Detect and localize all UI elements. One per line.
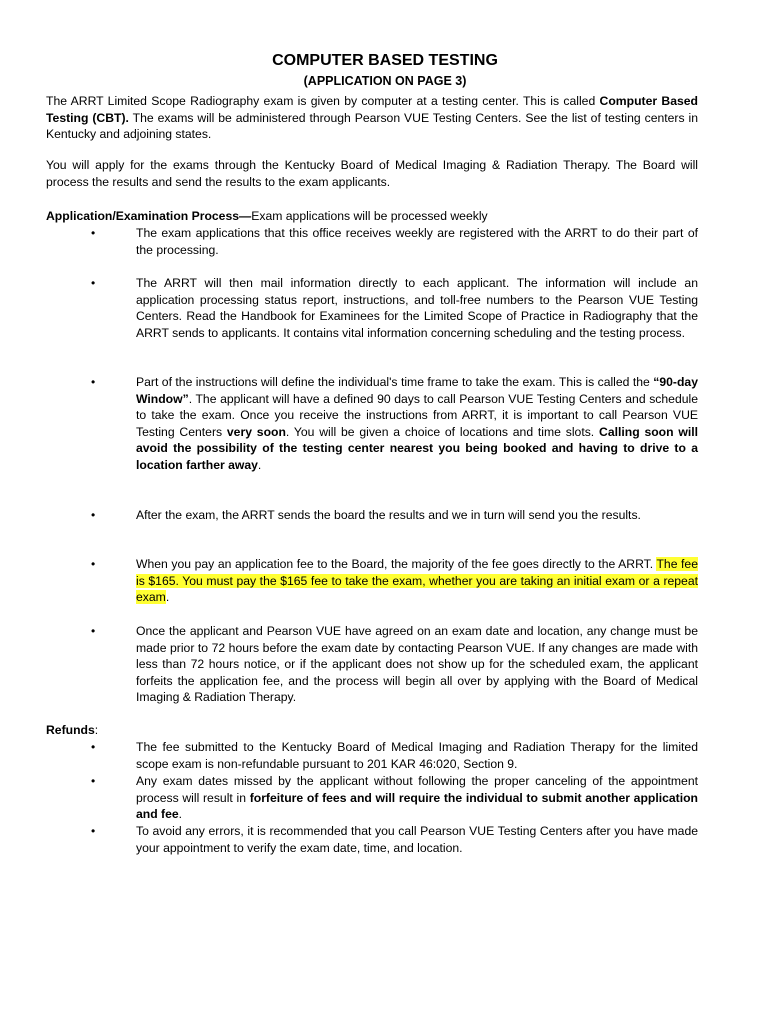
refunds-colon: :: [94, 723, 99, 737]
emphasis: very soon: [226, 424, 286, 439]
refund-bullet-3: To avoid any errors, it is recommended that you call Pearson VUE Testing Centers after you have made your appointment to verify the exam date, time, and location.: [136, 824, 698, 855]
text: When you pay an application fee to the Board, the majority of the fee goes directly to the ARRT.: [136, 557, 657, 571]
process-bullet-5: [136, 556, 698, 606]
highlighted-fee-text: The fee is $165. You must pay the $165 fee to take the exam, whether you are taking an initial exam or a repeat exam: [136, 557, 698, 605]
text: . You will be given a choice of locations and time slots.: [285, 424, 600, 439]
intro-text: The ARRT Limited Scope Radiography exam is given by computer at a testing center. This is called: [46, 94, 600, 108]
process-heading-text: Exam applications will be processed weekly: [251, 209, 488, 223]
forfeiture-warning: forfeiture of fees and will require the individual to submit another application and fee: [136, 790, 698, 822]
cbt-term: Computer Based Testing (CBT).: [46, 94, 698, 125]
page-title: COMPUTER BASED TESTING: [272, 52, 498, 69]
intro-paragraph-1: [46, 93, 698, 143]
text: .: [257, 457, 262, 472]
text: . The applicant will have a defined 90 days to call Pearson VUE Testing Centers and schedule to take the exam. Once you receive the instructions from ARRT, it is important to call Pearson VUE Testing Centers: [136, 391, 698, 439]
refund-bullet-1: The fee submitted to the Kentucky Board of Medical Imaging and Radiation Therapy for the limited scope exam is non-refundable pursuant to 201 KAR 46:020, Section 9.: [136, 740, 698, 771]
bullet-icon: •: [91, 624, 96, 638]
warning-text: Calling soon will avoid the possibility of the testing center nearest you being booked and having to drive to a location farther away: [136, 424, 699, 472]
process-heading: [46, 208, 698, 225]
process-bullet-2: The ARRT will then mail information directly to each applicant. The information will include an application processing status report, instructions, and toll-free numbers to the Pearson VUE Testing Centers. Read the Handbook for Examinees for the Limited Scope of Practice in Radiography that the ARRT sends to applicants. It contains vital information concerning scheduling and the testing process.: [136, 276, 698, 340]
bullet-icon: •: [91, 375, 96, 389]
process-bullet-4: After the exam, the ARRT sends the board the results and we in turn will send you the results.: [136, 508, 641, 522]
refund-bullet-2: [136, 773, 698, 823]
page-subtitle: (APPLICATION ON PAGE 3): [303, 74, 467, 88]
refunds-heading: [46, 722, 698, 739]
process-heading-bold: Application/Examination Process—: [46, 209, 252, 223]
refunds-heading-bold: Refunds: [46, 723, 95, 737]
text: .: [165, 590, 170, 605]
intro-paragraph-2: You will apply for the exams through the Kentucky Board of Medical Imaging & Radiation Therapy. The Board will process the results and send the results to the exam applicants.: [46, 158, 698, 189]
bullet-icon: •: [91, 774, 96, 788]
process-bullet-3: [136, 374, 698, 474]
bullet-icon: •: [91, 557, 96, 571]
bullet-icon: •: [91, 740, 96, 754]
text: Any exam dates missed by the applicant without following the proper canceling of the appointment process will result in: [136, 774, 698, 805]
bullet-icon: •: [91, 226, 96, 240]
process-bullet-6: Once the applicant and Pearson VUE have agreed on an exam date and location, any change must be made prior to 72 hours before the exam date by contacting Pearson VUE. If any changes are made with less than 72 hours notice, or if the applicant does not show up for the scheduled exam, the applicant forfeits the application fee, and the process will begin all over by applying with the Board of Medical Imaging & Radiation Therapy.: [136, 624, 698, 705]
intro-text-cont: The exams will be administered through Pearson VUE Testing Centers. See the list of testing centers in Kentucky and adjoining states.: [46, 110, 698, 142]
text: Part of the instructions will define the individual's time frame to take the exam. This is called the: [136, 375, 654, 389]
process-bullet-1: The exam applications that this office receives weekly are registered with the ARRT to do their part of the processing.: [136, 226, 698, 257]
window-term: “90-day Window”: [136, 375, 698, 406]
bullet-icon: •: [91, 508, 96, 522]
bullet-icon: •: [91, 824, 96, 838]
bullet-icon: •: [91, 276, 96, 290]
text: .: [178, 807, 183, 822]
